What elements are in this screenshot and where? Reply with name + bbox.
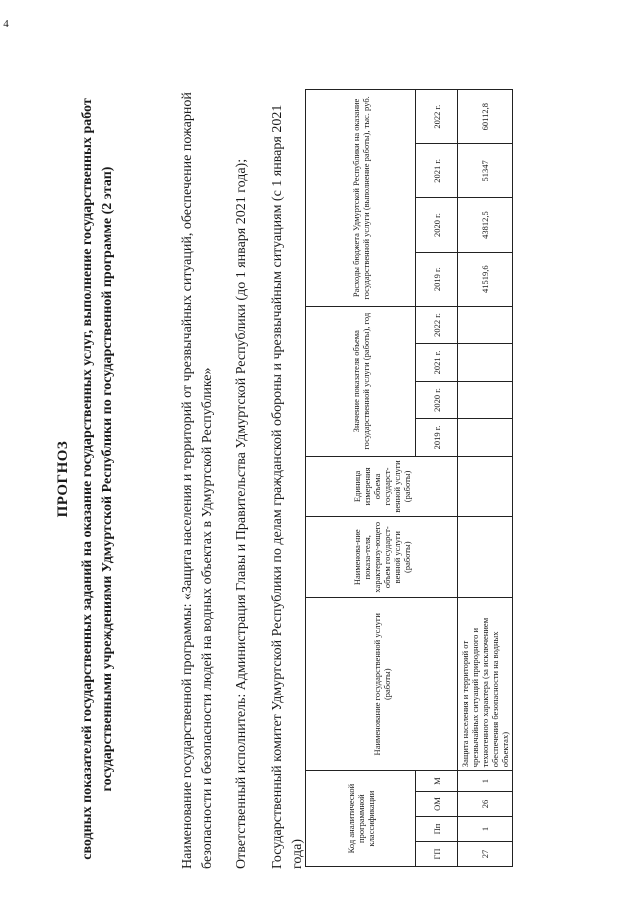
header-service-name: Наименование государственной услуги (работы): [306, 598, 458, 771]
co-executor: Государственный комитет Удмуртской Республики по делам гражданской обороны и чрезвычайным ситуациям (с 1 января 2021 года): [270, 104, 305, 869]
cell-value: [458, 306, 513, 344]
table-row: [458, 90, 513, 867]
header-code: Код аналитической программной классификации: [306, 771, 416, 867]
header-indicator-name: Наименова-ние показа-теля, характеризу-ющего объем государст-венной услуги (работы): [306, 517, 458, 598]
header-year: 2020 г.: [416, 198, 458, 252]
cell-indicator: [458, 517, 513, 598]
header-year: 2021 г.: [416, 344, 458, 381]
cell-gp: 27: [458, 842, 513, 867]
header-budget-expenses: Расходы бюджета Удмуртской Республики на оказание государственной услуги (выполнение работы), тыс. руб.: [306, 90, 416, 307]
cell-expense: 51347: [458, 144, 513, 198]
cell-value: [458, 344, 513, 381]
header-pp: Пп: [416, 817, 458, 842]
cell-om: 26: [458, 792, 513, 817]
cell-expense: 60112,8: [458, 90, 513, 144]
header-year: 2019 г.: [416, 419, 458, 456]
header-year: 2019 г.: [416, 252, 458, 306]
header-gp: ГП: [416, 842, 458, 867]
header-m: М: [416, 771, 458, 792]
header-year: 2022 г.: [416, 306, 458, 344]
rotated-page-content: [0, 59, 640, 899]
header-year: 2022 г.: [416, 90, 458, 144]
header-year: 2021 г.: [416, 144, 458, 198]
cell-value: [458, 381, 513, 418]
cell-expense: 43812,5: [458, 198, 513, 252]
header-unit: Единица измерения объема государст-венной услуги (работы): [306, 456, 458, 516]
document-subtitle: сводных показателей государственных заданий на оказание государственных услуг, выполнение государственных работ государственными учреждениями Удмуртской Республики по государственной программе (2 этап): [80, 98, 115, 860]
cell-expense: 41519,6: [458, 252, 513, 306]
page-number: 4: [3, 18, 9, 30]
cell-unit: [458, 456, 513, 516]
header-indicator-values: Значение показателя объема государственной услуги (работы), год: [306, 306, 416, 456]
program-name: Наименование государственной программы: «Защита населения и территорий от чрезвычайных ситуаций, обеспечение пожарной безопасности и безопасности людей на водных объектах в Удмуртской Республике»: [180, 92, 215, 869]
responsible-executor: Ответственный исполнитель: Администрация Главы и Правительства Удмуртской Республики (до 1 января 2021 года);: [234, 158, 249, 869]
cell-value: [458, 419, 513, 456]
cell-service-name: Защита населения и территорий от чрезвычайных ситуаций природного и техногенного характера (за исключением обеспечения безопасности на водных объектах): [458, 598, 513, 771]
header-year: 2020 г.: [416, 381, 458, 418]
header-om: ОМ: [416, 792, 458, 817]
document-title: ПРОГНОЗ: [55, 440, 71, 518]
table-header-row: [306, 90, 416, 867]
cell-m: 1: [458, 771, 513, 792]
forecast-table: [305, 89, 513, 867]
cell-pp: 1: [458, 817, 513, 842]
